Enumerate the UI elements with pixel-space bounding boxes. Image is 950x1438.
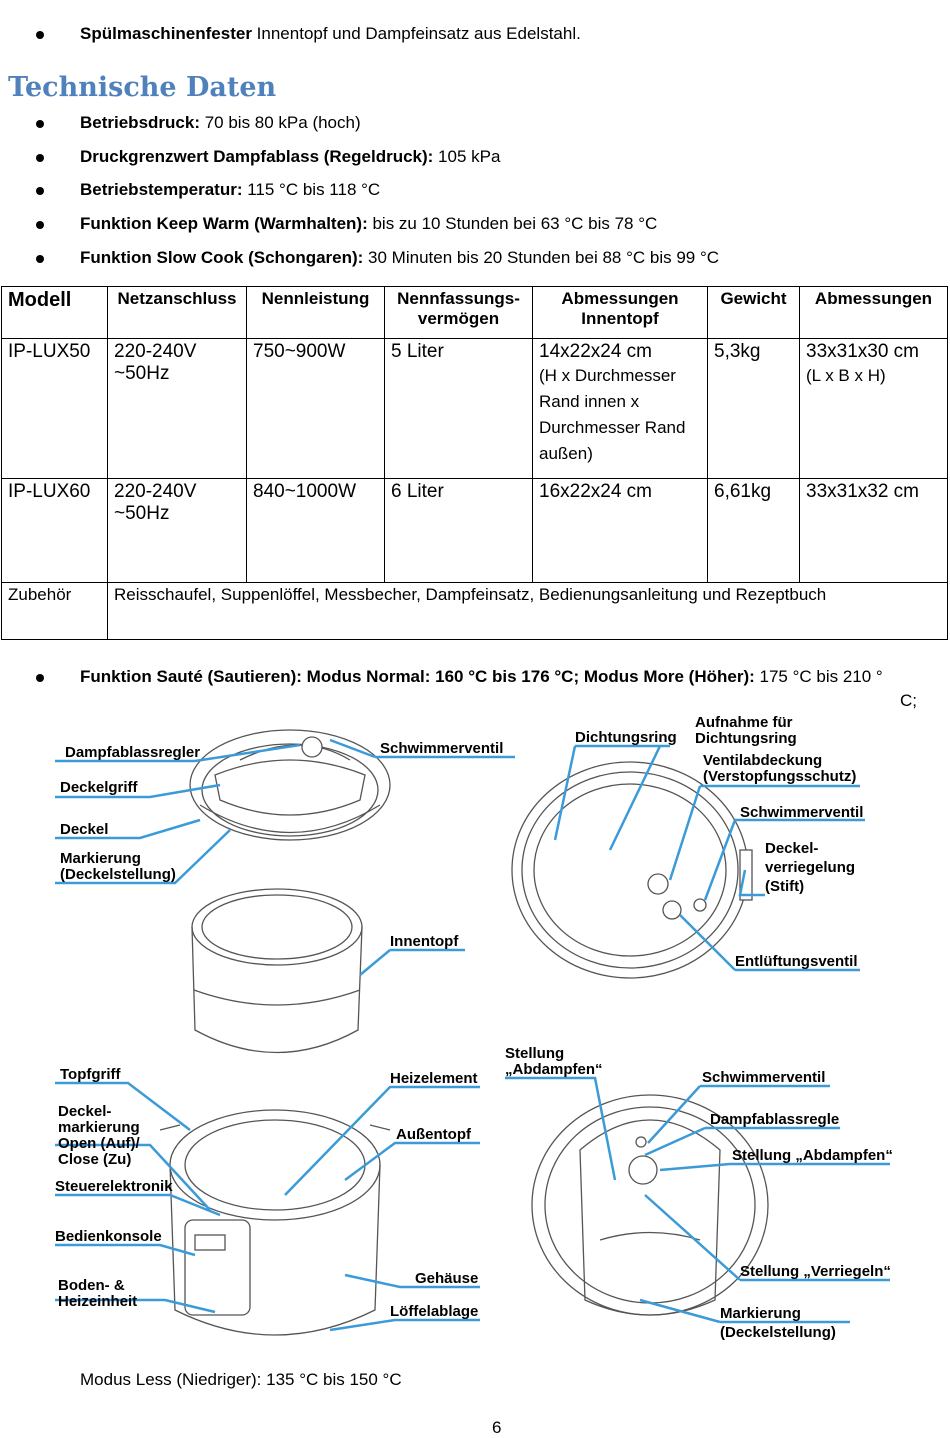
- header-cell: Abmessungen: [800, 287, 948, 339]
- label-dampfablassregler: Dampfablassregler: [65, 744, 201, 761]
- cell-innentopf: [533, 339, 708, 479]
- cell-netz: 220-240V ~50Hz: [108, 339, 247, 479]
- abm-note: (L x B x H): [806, 366, 886, 385]
- spec-text: Druckgrenzwert Dampfablass (Regeldruck): 105 kPa: [80, 147, 501, 166]
- base-illustration: [160, 1110, 390, 1335]
- label-stellung-abdampfen-top: Stellung: [505, 1045, 565, 1062]
- label-ventilabdeckung-sub: (Verstopfungsschutz): [703, 768, 857, 785]
- header-cell: Netzanschluss: [108, 287, 247, 339]
- label-gehaeuse: Gehäuse: [415, 1270, 479, 1287]
- table-row: [2, 479, 948, 583]
- label-dichtungsring: Dichtungsring: [575, 729, 677, 746]
- abm-value: 33x31x30 cm: [806, 341, 920, 362]
- label-schwimmerventil: Schwimmerventil: [740, 804, 864, 821]
- label-entlueftungsventil: Entlüftungsventil: [735, 953, 858, 970]
- label-aufnahme: Aufnahme für: [695, 714, 793, 731]
- label-stellung-abdampfen: Stellung „Abdampfen“: [732, 1147, 893, 1164]
- label-deckelgriff: Deckelgriff: [60, 779, 138, 796]
- cell-innentopf: 16x22x24 cm: [533, 479, 708, 583]
- spec-text: Funktion Slow Cook (Schongaren): 30 Minuten bis 20 Stunden bei 88 °C bis 99 °C: [80, 248, 720, 267]
- table-row-accessories: [2, 583, 948, 640]
- cell-modell: IP-LUX50: [2, 339, 108, 479]
- spec-text: Betriebstemperatur: 115 °C bis 118 °C: [80, 180, 381, 199]
- cell-gewicht: 5,3kg: [708, 339, 800, 479]
- pressure-cooker-diagram: [0, 705, 950, 1365]
- label-markierung: Markierung: [60, 850, 141, 867]
- label-schwimmerventil: Schwimmerventil: [380, 740, 504, 757]
- label-topfgriff: Topfgriff: [60, 1066, 121, 1083]
- saute-wrap: C;: [900, 691, 917, 710]
- table-header-row: [2, 287, 948, 339]
- cell-netz: 220-240V ~50Hz: [108, 479, 247, 583]
- section-title: Technische Daten: [8, 72, 277, 103]
- label-heizelement: Heizelement: [390, 1070, 478, 1087]
- label-stellung-verriegeln: Stellung „Verriegeln“: [740, 1263, 891, 1280]
- label-ventilabdeckung: Ventilabdeckung: [703, 752, 823, 769]
- specs-table: [1, 286, 948, 640]
- label-deckel: Deckel: [60, 821, 109, 838]
- table-row: [2, 339, 948, 479]
- spec-text: Funktion Keep Warm (Warmhalten): bis zu 10 Stunden bei 63 °C bis 78 °C: [80, 214, 658, 233]
- cell-accessory-text: Reisschaufel, Suppenlöffel, Messbecher, Dampfeinsatz, Bedienungsanleitung und Rezeptbuch: [108, 583, 948, 640]
- inner-pot-illustration: [192, 889, 362, 1053]
- label-aufnahme-sub: Dichtungsring: [695, 730, 797, 747]
- header-cell: Abmessungen Innentopf: [533, 287, 708, 339]
- cell-accessory-label: Zubehör: [2, 583, 108, 640]
- modus-less-text: Modus Less (Niedriger): 135 °C bis 150 °C: [80, 1370, 402, 1389]
- label-deckelmarkierung-d: Close (Zu): [58, 1151, 132, 1168]
- label-deckelverriegelung: Deckel-: [765, 840, 819, 857]
- label-aussentopf: Außentopf: [396, 1126, 471, 1143]
- label-stellung-abdampfen-top-sub: „Abdampfen“: [505, 1061, 603, 1078]
- bullet-dot: [36, 120, 44, 128]
- cell-leistung: 750~900W: [247, 339, 385, 479]
- label-deckelmarkierung: Deckel-: [58, 1103, 112, 1120]
- label-schwimmerventil: Schwimmerventil: [702, 1069, 826, 1086]
- label-markierung: Markierung: [720, 1305, 801, 1322]
- bullet-dot: [36, 255, 44, 263]
- label-deckelverriegelung-sub: verriegelung: [765, 859, 856, 876]
- cell-modell: IP-LUX60: [2, 479, 108, 583]
- label-boden: Boden- &: [58, 1277, 125, 1294]
- header-cell: Gewicht: [708, 287, 800, 339]
- spec-text: Betriebsdruck: 70 bis 80 kPa (hoch): [80, 113, 361, 132]
- label-markierung-sub: (Deckelstellung): [60, 866, 176, 883]
- cell-leistung: 840~1000W: [247, 479, 385, 583]
- label-bedienkonsole: Bedienkonsole: [55, 1228, 162, 1245]
- bullet-dot: [36, 221, 44, 229]
- label-innentopf: Innentopf: [390, 933, 459, 950]
- cell-fassung: 6 Liter: [385, 479, 533, 583]
- cell-abmessungen: 33x31x32 cm: [800, 479, 948, 583]
- header-cell: Nennleistung: [247, 287, 385, 339]
- label-boden-sub: Heizeinheit: [58, 1293, 138, 1310]
- label-deckelverriegelung-pin: (Stift): [765, 878, 805, 895]
- bullet-dot: [36, 154, 44, 162]
- bullet-dot: [36, 31, 44, 39]
- cell-abmessungen: [800, 339, 948, 479]
- cell-gewicht: 6,61kg: [708, 479, 800, 583]
- label-markierung-sub: (Deckelstellung): [720, 1324, 836, 1341]
- header-cell: Modell: [2, 287, 108, 339]
- label-loeffelablage: Löffelablage: [390, 1303, 479, 1320]
- saute-text: Funktion Sauté (Sautieren): Modus Normal: 160 °C bis 176 °C; Modus More (Höher): 175 °C bis 210 °: [80, 667, 883, 686]
- cell-fassung: 5 Liter: [385, 339, 533, 479]
- bullet-dot: [36, 187, 44, 195]
- label-steuerelektronik: Steuerelektronik: [55, 1178, 173, 1195]
- bullet-dot: [36, 674, 44, 682]
- bullet-text: Spülmaschinenfester Innentopf und Dampfeinsatz aus Edelstahl.: [80, 24, 581, 43]
- header-cell: Nennfassungs-vermögen: [385, 287, 533, 339]
- page-number: 6: [492, 1418, 502, 1437]
- label-deckelmarkierung-c: Open (Auf)/: [58, 1135, 140, 1152]
- label-dampfablassregle: Dampfablassregle: [710, 1111, 840, 1128]
- innentopf-note: (H x Durchmesser Rand innen x Durchmesser Rand außen): [539, 366, 686, 463]
- label-deckelmarkierung-b: markierung: [58, 1119, 140, 1136]
- innentopf-value: 14x22x24 cm: [539, 341, 653, 362]
